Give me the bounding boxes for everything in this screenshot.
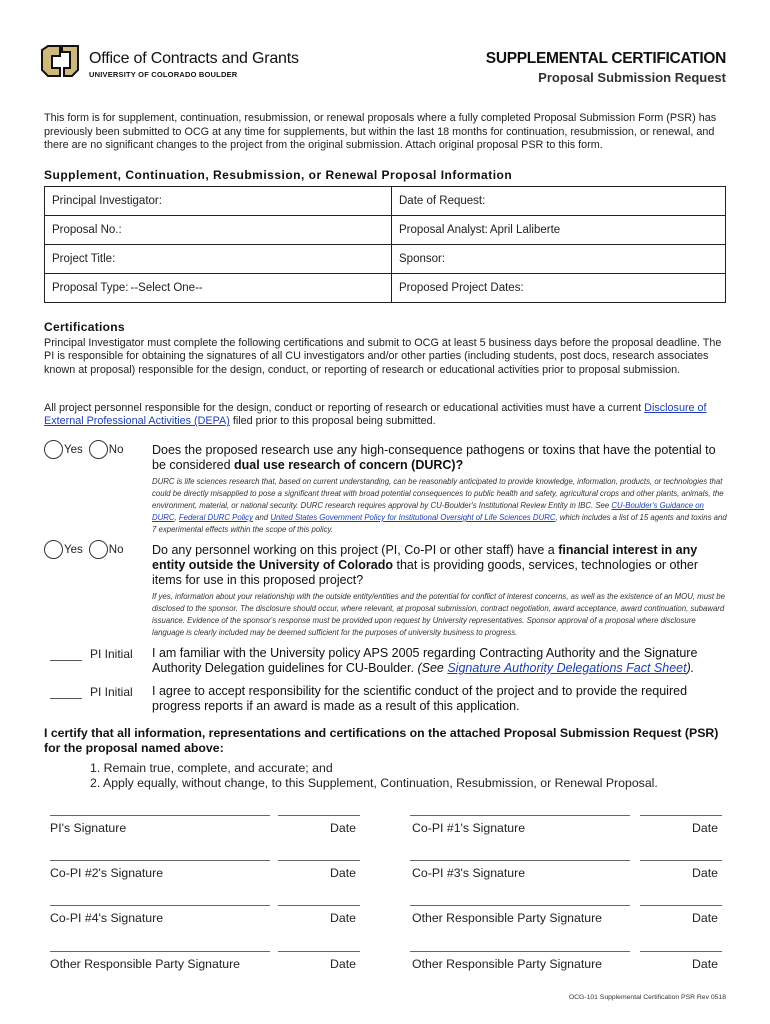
- pi-initial-1: PI Initial: [50, 646, 133, 661]
- list-item: 2. Apply equally, without change, to this Supplement, Continuation, Resubmission, or Renewal Proposal.: [90, 776, 658, 790]
- date-label: Date: [692, 957, 718, 971]
- signature-authority-link[interactable]: Signature Authority Delegations Fact Sheet: [447, 661, 687, 675]
- pi-field[interactable]: Principal Investigator:: [45, 187, 392, 216]
- info-section-heading: Supplement, Continuation, Resubmission, or Renewal Proposal Information: [44, 168, 513, 182]
- other-party-2-signature-line[interactable]: [50, 951, 270, 952]
- copi4-signature-label: Co-PI #4's Signature: [50, 911, 164, 925]
- form-footer: OCG-101 Supplemental Certification PSR Rev 0518: [568, 994, 726, 1001]
- date-label: Date: [330, 911, 356, 925]
- copi2-signature-line[interactable]: [50, 860, 270, 861]
- pi-initial-1-input[interactable]: [50, 646, 82, 661]
- other-party-1-signature-line[interactable]: [410, 905, 630, 906]
- proposed-dates-field[interactable]: Proposed Project Dates:: [392, 274, 726, 303]
- copi2-date-line[interactable]: [278, 860, 360, 861]
- other-party-3-signature-label: Other Responsible Party Signature: [412, 957, 603, 971]
- list-item: 1. Remain true, complete, and accurate; and: [90, 761, 333, 775]
- pi-date-line[interactable]: [278, 815, 360, 816]
- form-title: SUPPLEMENTAL CERTIFICATION: [485, 50, 726, 67]
- other-party-1-date-line[interactable]: [640, 905, 722, 906]
- copi3-date-line[interactable]: [640, 860, 722, 861]
- depa-paragraph: All project personnel responsible for the design, conduct or reporting of research or educational activities must have a current Disclosure of External Professional Activities (DEPA) filed prior to this proposal being submitted.: [44, 402, 707, 428]
- date-label: Date: [692, 911, 718, 925]
- durc-yes-radio[interactable]: [44, 440, 63, 459]
- financial-interest-question: Do any personnel working on this project (PI, Co-PI or other staff) have a financial interest in any entity outside the University of Colorado that is providing goods, services, technologies or other items for use in this proposed project?: [152, 543, 699, 587]
- durc-radio-group: Yes No: [44, 440, 129, 459]
- sponsor-field[interactable]: Sponsor:: [392, 245, 726, 274]
- other-party-2-date-line[interactable]: [278, 951, 360, 952]
- financial-interest-radio-group: Yes No: [44, 540, 129, 559]
- durc-no-radio[interactable]: [89, 440, 108, 459]
- financial-interest-note: If yes, information about your relationship with the outside entity/entities and the potential for conflict of interest concerns, as well as the existence of an MOU, must be disclosed to the sponsor. The disclosure should occur, where relevant, at proposal submission, contract negotiation, award acceptance, award continuation, subaward issuance. Evidence of the sponsor's response must be provided upon request by University representatives. Sponsor approval of a proposal where disclosure language is clearly included may be deemed sufficient for the purposes of university business to progress.: [152, 592, 725, 637]
- durc-question: Does the proposed research use any high-consequence pathogens or toxins that have the potential to be considered dual use research of concern (DURC)?: [152, 443, 716, 472]
- aps-2005-statement: I am familiar with the University policy APS 2005 regarding Contracting Authority and the Signature Authority Delegation guidelines for CU-Boulder. (See Signature Authority Delegations Fact Sheet).: [152, 646, 698, 675]
- pi-initial-2: PI Initial: [50, 684, 133, 699]
- certifications-heading: Certifications: [44, 320, 125, 334]
- cu-logo-icon: [40, 44, 80, 80]
- financial-yes-radio[interactable]: [44, 540, 63, 559]
- certifications-paragraph: Principal Investigator must complete the following certifications and submit to OCG at least 5 business days before the proposal deadline. The PI is responsible for obtaining the signatures of all CU investigators and/or other parties (including students, post docs, research associates known at proposal) responsible for the design, conduct, or reporting of research or educational activities prior to proposal submission.: [44, 337, 722, 376]
- copi1-date-line[interactable]: [640, 815, 722, 816]
- table-row: [45, 187, 726, 216]
- usg-durc-policy-link[interactable]: United States Government Policy for Institutional Oversight of Life Sciences DURC: [270, 513, 556, 522]
- certify-statement: I certify that all information, representations and certifications on the attached Proposal Submission Request (PSR) for the proposal named above:: [44, 726, 719, 755]
- office-title: Office of Contracts and Grants: [89, 50, 299, 67]
- responsibility-statement: I agree to accept responsibility for the scientific conduct of the project and to provide the required progress reports if an award is made as a result of this application.: [152, 684, 688, 713]
- table-row: [45, 245, 726, 274]
- university-name: UNIVERSITY OF COLORADO BOULDER: [89, 70, 238, 79]
- financial-no-radio[interactable]: [89, 540, 108, 559]
- intro-paragraph: This form is for supplement, continuation, resubmission, or renewal proposals where a fully completed Proposal Submission Form (PSR) has previously been submitted to OCG at any time for supplements, but within the last 18 months for continuation, resubmission, or renewal, and there are no significant changes to the project from the original submission. Attach original proposal PSR to this form.: [44, 112, 717, 151]
- date-label: Date: [330, 821, 356, 835]
- copi4-date-line[interactable]: [278, 905, 360, 906]
- date-label: Date: [692, 821, 718, 835]
- other-party-3-date-line[interactable]: [640, 951, 722, 952]
- date-label: Date: [330, 866, 356, 880]
- depa-link[interactable]: Disclosure of External Professional Activities (DEPA): [44, 402, 707, 428]
- copi3-signature-label: Co-PI #3's Signature: [412, 866, 526, 880]
- durc-note: DURC is life sciences research that, based on current understanding, can be reasonably anticipated to provide knowledge, information, products, or technologies that could be directly misapplied to pose a significant threat with broad potential consequences to public health and safety, agricultural crops and other plants, animals, the environment, material, or national security. DURC research requires approval by CU-Boulder's Institutional Review Entity in IBC. See CU-Boulder's Guidance on DURC, Federal DURC Policy and United States Government Policy for Institutional Oversight of Life Sciences DURC, which includes a list of 15 agents and toxins and 7 experimental effects within the scope of this policy.: [152, 477, 727, 534]
- copi1-signature-label: Co-PI #1's Signature: [412, 821, 526, 835]
- form-subtitle: Proposal Submission Request: [538, 70, 726, 85]
- proposal-type-select[interactable]: Proposal Type: --Select One--: [45, 274, 392, 303]
- proposal-info-table: [44, 186, 726, 303]
- proposal-analyst-field[interactable]: Proposal Analyst: April Laliberte: [392, 216, 726, 245]
- pi-signature-label: PI's Signature: [50, 821, 127, 835]
- other-party-3-signature-line[interactable]: [410, 951, 630, 952]
- proposal-no-field[interactable]: Proposal No.:: [45, 216, 392, 245]
- table-row: [45, 216, 726, 245]
- project-title-field[interactable]: Project Title:: [45, 245, 392, 274]
- pi-signature-line[interactable]: [50, 815, 270, 816]
- other-party-1-signature-label: Other Responsible Party Signature: [412, 911, 603, 925]
- date-label: Date: [692, 866, 718, 880]
- pi-initial-2-input[interactable]: [50, 684, 82, 699]
- federal-durc-link[interactable]: Federal DURC Policy: [178, 513, 253, 522]
- copi3-signature-line[interactable]: [410, 860, 630, 861]
- durc-guidance-link[interactable]: CU-Boulder's Guidance on DURC: [152, 501, 704, 522]
- certify-list: [90, 761, 658, 791]
- other-party-2-signature-label: Other Responsible Party Signature: [50, 957, 241, 971]
- copi2-signature-label: Co-PI #2's Signature: [50, 866, 164, 880]
- date-of-request-field[interactable]: Date of Request:: [392, 187, 726, 216]
- copi4-signature-line[interactable]: [50, 905, 270, 906]
- copi1-signature-line[interactable]: [410, 815, 630, 816]
- table-row: [45, 274, 726, 303]
- date-label: Date: [330, 957, 356, 971]
